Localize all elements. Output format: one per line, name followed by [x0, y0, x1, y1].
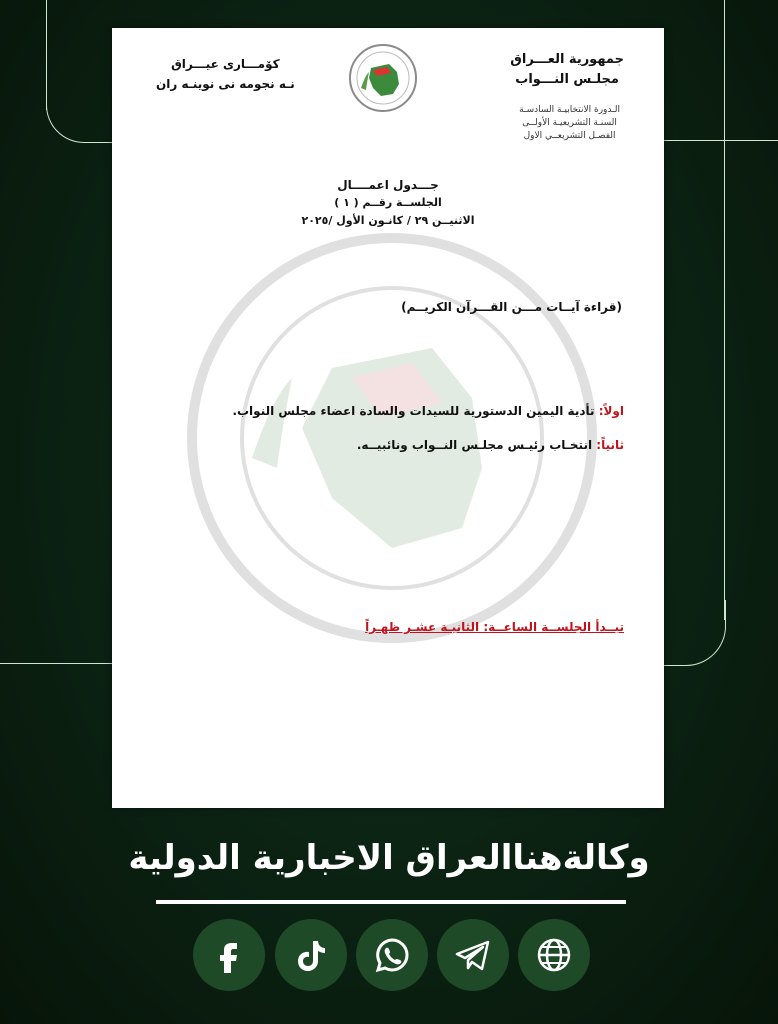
legislative-year: السنـة التشريعيـة الأولــى: [522, 118, 617, 128]
quran-recitation: (قراءة آيــات مـــن القـــرآن الكريــم): [401, 300, 622, 314]
agenda-item: [232, 404, 624, 418]
council-title: مجلـس النـــواب: [515, 72, 619, 87]
decor-line: [724, 0, 725, 620]
agency-name: وكالةهناالعراق الاخبارية الدولية: [128, 838, 650, 878]
agenda-title: جـــدول اعمــــال: [337, 178, 439, 192]
item-number: اولاً:: [598, 404, 624, 418]
session-start-time: [365, 620, 624, 634]
start-time-text: تبــدأ الجلســة الساعــة: الثانيـة عشـر ظهـراً: [365, 620, 624, 634]
tiktok-icon[interactable]: [275, 919, 347, 991]
republic-title: جمهورية العـــراق: [510, 52, 624, 67]
agenda-document: [112, 28, 664, 808]
header-left: [156, 54, 295, 94]
kurdish-republic-title: كۆمـــارى عيـــراق: [171, 57, 280, 71]
header-right-sub: [519, 104, 620, 143]
item-text: انتخـاب رئيـس مجلـس النــواب ونائبيــه.: [356, 438, 593, 452]
kurdish-council-title: نـه نجومه نى نوينـه ران: [156, 77, 295, 91]
header-right: [510, 50, 624, 90]
session-date: الاثنيــن ٢٩ / كانـون الأول /٢٠٢٥: [301, 214, 475, 227]
telegram-icon[interactable]: [437, 919, 509, 991]
legislative-term: الفصـل التشريعــي الاول: [523, 131, 616, 141]
session-number: الجلســة رقــم ( ١ ): [334, 196, 442, 209]
divider: [156, 900, 626, 904]
item-text: تأدية اليمين الدستورية للسيدات والسادة اعضاء مجلس النواب.: [232, 404, 595, 418]
parliament-logo-icon: [347, 42, 419, 114]
whatsapp-icon[interactable]: [356, 919, 428, 991]
facebook-icon[interactable]: [193, 919, 265, 991]
globe-icon[interactable]: [518, 919, 590, 991]
item-number: ثانياً:: [596, 438, 624, 452]
electoral-cycle: الـدورة الانتخابيـة السادسـة: [519, 105, 620, 115]
agenda-item: [357, 438, 624, 452]
